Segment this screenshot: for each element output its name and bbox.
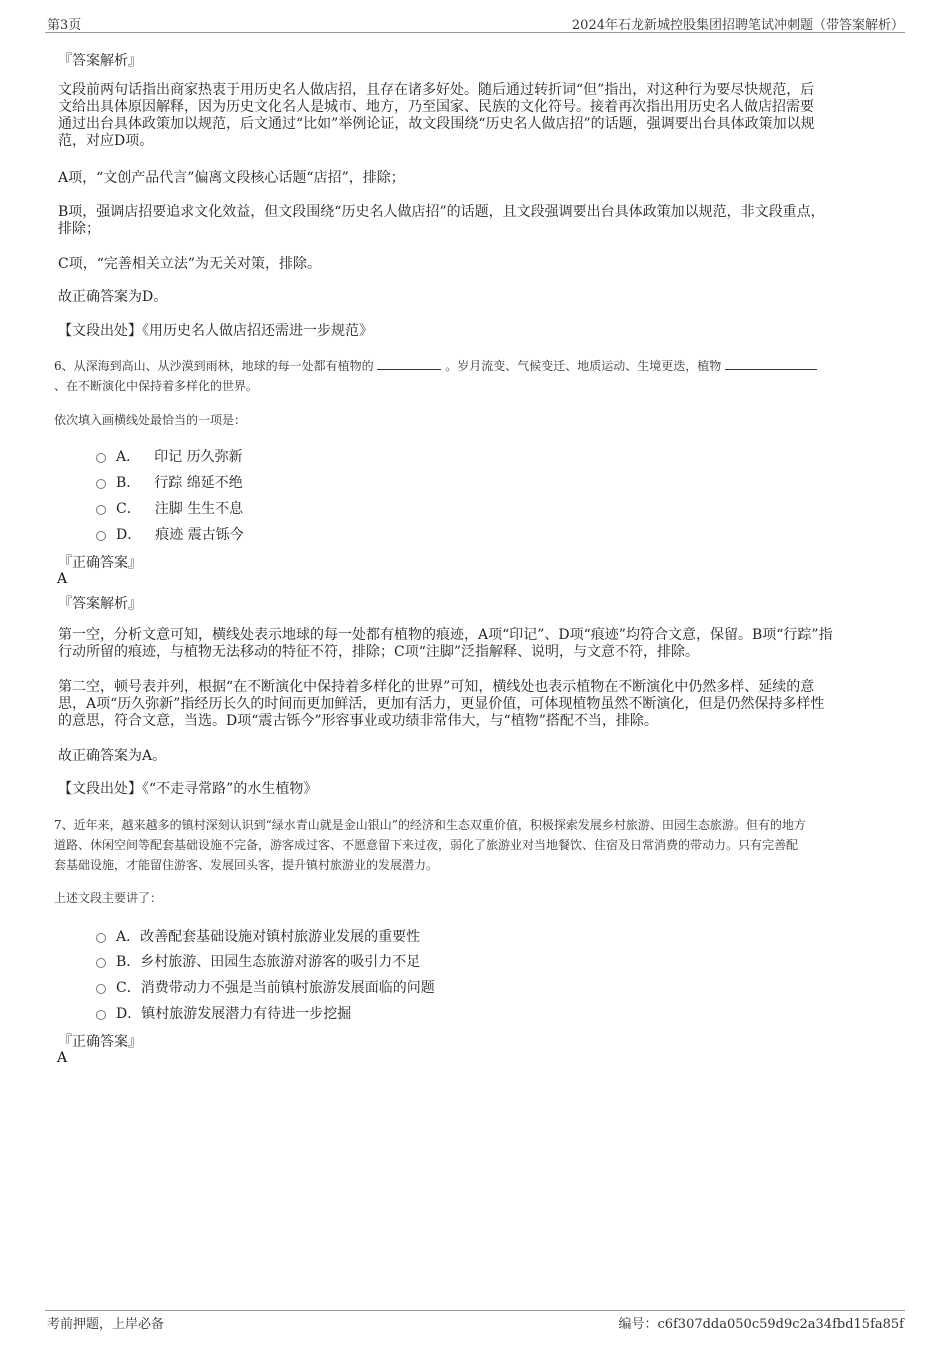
conclusion: 故正确答案为A。 <box>58 748 167 764</box>
source-citation: 【文段出处】《用历史名人做店招还需进一步规范》 <box>58 323 373 339</box>
option-text: 消费带动力不强是当前镇村旅游发展面临的问题 <box>140 980 435 996</box>
question-text: 6、从深海到高山、从沙漠到雨林，地球的每一处都有植物的 <box>54 359 374 373</box>
option-text: 痕迹 震古铄今 <box>155 527 244 543</box>
conclusion: 故正确答案为D。 <box>58 289 168 305</box>
text-line: 排除； <box>58 221 100 237</box>
analysis-paragraph <box>58 82 815 150</box>
option-a[interactable] <box>96 926 420 946</box>
radio-icon[interactable] <box>96 531 106 541</box>
option-text: 行踪 绵延不绝 <box>154 475 243 491</box>
option-letter: B． <box>116 954 141 970</box>
option-letter: D． <box>116 527 142 543</box>
text-line: 行动所留的痕迹，与植物无法移动的特征不符，排除；C项“注脚”泛指解释、说明，与文意不符，排除。 <box>58 644 700 660</box>
text-line: 文段前两句话指出商家热衷于用历史名人做店招，且存在诸多好处。随后通过转折词“但”指出，对这种行为要尽快规范，后 <box>58 82 815 98</box>
analysis-paragraph-1 <box>58 627 833 661</box>
text-line: B项，强调店招要追求文化效益，但文段围绕“历史名人做店招”的话题，且文段强调要出台具体政策加以规范，非文段重点， <box>58 204 825 220</box>
document-title: 2024年石龙新城控股集团招聘笔试冲刺题（带答案解析） <box>571 18 904 33</box>
radio-icon[interactable] <box>96 1010 106 1020</box>
text-line: 第一空，分析文意可知，横线处表示地球的每一处都有植物的痕迹，A项“印记”、D项“痕迹”均符合文意，保留。B项“行踪”指 <box>58 627 833 643</box>
option-text: 印记 历久弥新 <box>154 449 243 465</box>
document-id: 编号：c6f307dda050c59d9c2a34fbd15fa85f <box>618 1317 904 1332</box>
radio-icon[interactable] <box>96 933 106 943</box>
text-line: 的意思，符合文意，当选。D项“震古铄今”形容事业或功绩非常伟大，与“植物”搭配不当，排除。 <box>58 713 658 729</box>
question-text: 套基础设施，才能留住游客、发展回头客，提升镇村旅游业的发展潜力。 <box>54 858 439 872</box>
radio-icon[interactable] <box>96 479 106 489</box>
text-line: 通过出台具体政策加以规范，后文通过“比如”举例论证，故文段围绕“历史名人做店招”的话题，强调要出台具体政策加以规 <box>58 116 815 132</box>
question-text: 。岁月流变、气候变迁、地质运动、生境更迭，植物 <box>445 359 722 373</box>
option-letter: C． <box>116 501 141 517</box>
question-text: 道路、休闲空间等配套基础设施不完备，游客成过客、不愿意留下来过夜，弱化了旅游业对当地餐饮、住宿及日常消费的带动力。只有完善配 <box>54 838 799 852</box>
option-d[interactable] <box>96 524 244 544</box>
option-b-analysis <box>58 204 825 238</box>
header-divider <box>45 32 905 33</box>
option-c[interactable] <box>96 977 435 997</box>
radio-icon[interactable] <box>96 505 106 515</box>
option-text: 镇村旅游发展潜力有待进一步挖掘 <box>141 1006 352 1022</box>
question-text: 7、近年来，越来越多的镇村深刻认识到“绿水青山就是金山银山”的经济和生态双重价值，积极探索发展乡村旅游、田园生态旅游。但有的地方 <box>54 818 806 832</box>
text-line: 第二空，顿号表并列，根据“在不断演化中保持着多样化的世界”可知，横线处也表示植物在不断演化中仍然多样、延续的意 <box>58 679 815 695</box>
option-letter: C． <box>116 980 141 996</box>
option-a-analysis: A项，“文创产品代言”偏离文段核心话题“店招”，排除； <box>58 170 405 186</box>
radio-icon[interactable] <box>96 453 106 463</box>
answer-value: A <box>57 1050 68 1066</box>
question-text: 、在不断演化中保持着多样化的世界。 <box>54 379 259 393</box>
option-text: 注脚 生生不息 <box>154 501 244 517</box>
option-c-analysis: C项，“完善相关立法”为无关对策，排除。 <box>58 256 322 272</box>
answer-heading: 『正确答案』 <box>58 1034 142 1050</box>
option-text: 改善配套基础设施对镇村旅游业发展的重要性 <box>140 929 421 945</box>
question-prompt: 依次填入画横线处最恰当的一项是： <box>54 413 247 427</box>
radio-icon[interactable] <box>96 958 106 968</box>
analysis-paragraph-2 <box>58 679 824 730</box>
radio-icon[interactable] <box>96 984 106 994</box>
question-7-text <box>54 815 904 875</box>
fill-blank <box>725 357 817 370</box>
option-d[interactable] <box>96 1003 351 1023</box>
option-letter: D． <box>116 1006 142 1022</box>
question-6-text <box>54 356 894 396</box>
option-b[interactable] <box>96 472 243 492</box>
text-line: 思，A项“历久弥新”指经历长久的时间而更加鲜活，更加有活力，更显价值，可体现植物虽然不断演化，但是仍然保持多样性 <box>58 696 825 712</box>
analysis-heading: 『答案解析』 <box>58 53 142 69</box>
text-line: 文给出具体原因解释，因为历史文化名人是城市、地方，乃至国家、民族的文化符号。接着再次指出用历史名人做店招需要 <box>58 99 814 115</box>
option-text: 乡村旅游、田园生态旅游对游客的吸引力不足 <box>140 954 421 970</box>
page-number: 第3页 <box>47 18 82 33</box>
option-letter: B． <box>116 475 141 491</box>
answer-heading: 『正确答案』 <box>58 555 142 571</box>
option-a[interactable] <box>96 446 243 466</box>
question-prompt: 上述文段主要讲了： <box>54 891 163 905</box>
analysis-heading: 『答案解析』 <box>58 596 142 612</box>
option-letter: A． <box>116 449 141 465</box>
fill-blank <box>377 357 441 370</box>
option-letter: A． <box>116 929 141 945</box>
source-citation: 【文段出处】《“不走寻常路”的水生植物》 <box>58 781 318 797</box>
footer-slogan: 考前押题，上岸必备 <box>47 1317 165 1332</box>
option-b[interactable] <box>96 951 420 971</box>
answer-value: A <box>57 571 68 587</box>
footer-divider <box>45 1310 905 1311</box>
text-line: 范，对应D项。 <box>58 133 154 149</box>
option-c[interactable] <box>96 498 243 518</box>
